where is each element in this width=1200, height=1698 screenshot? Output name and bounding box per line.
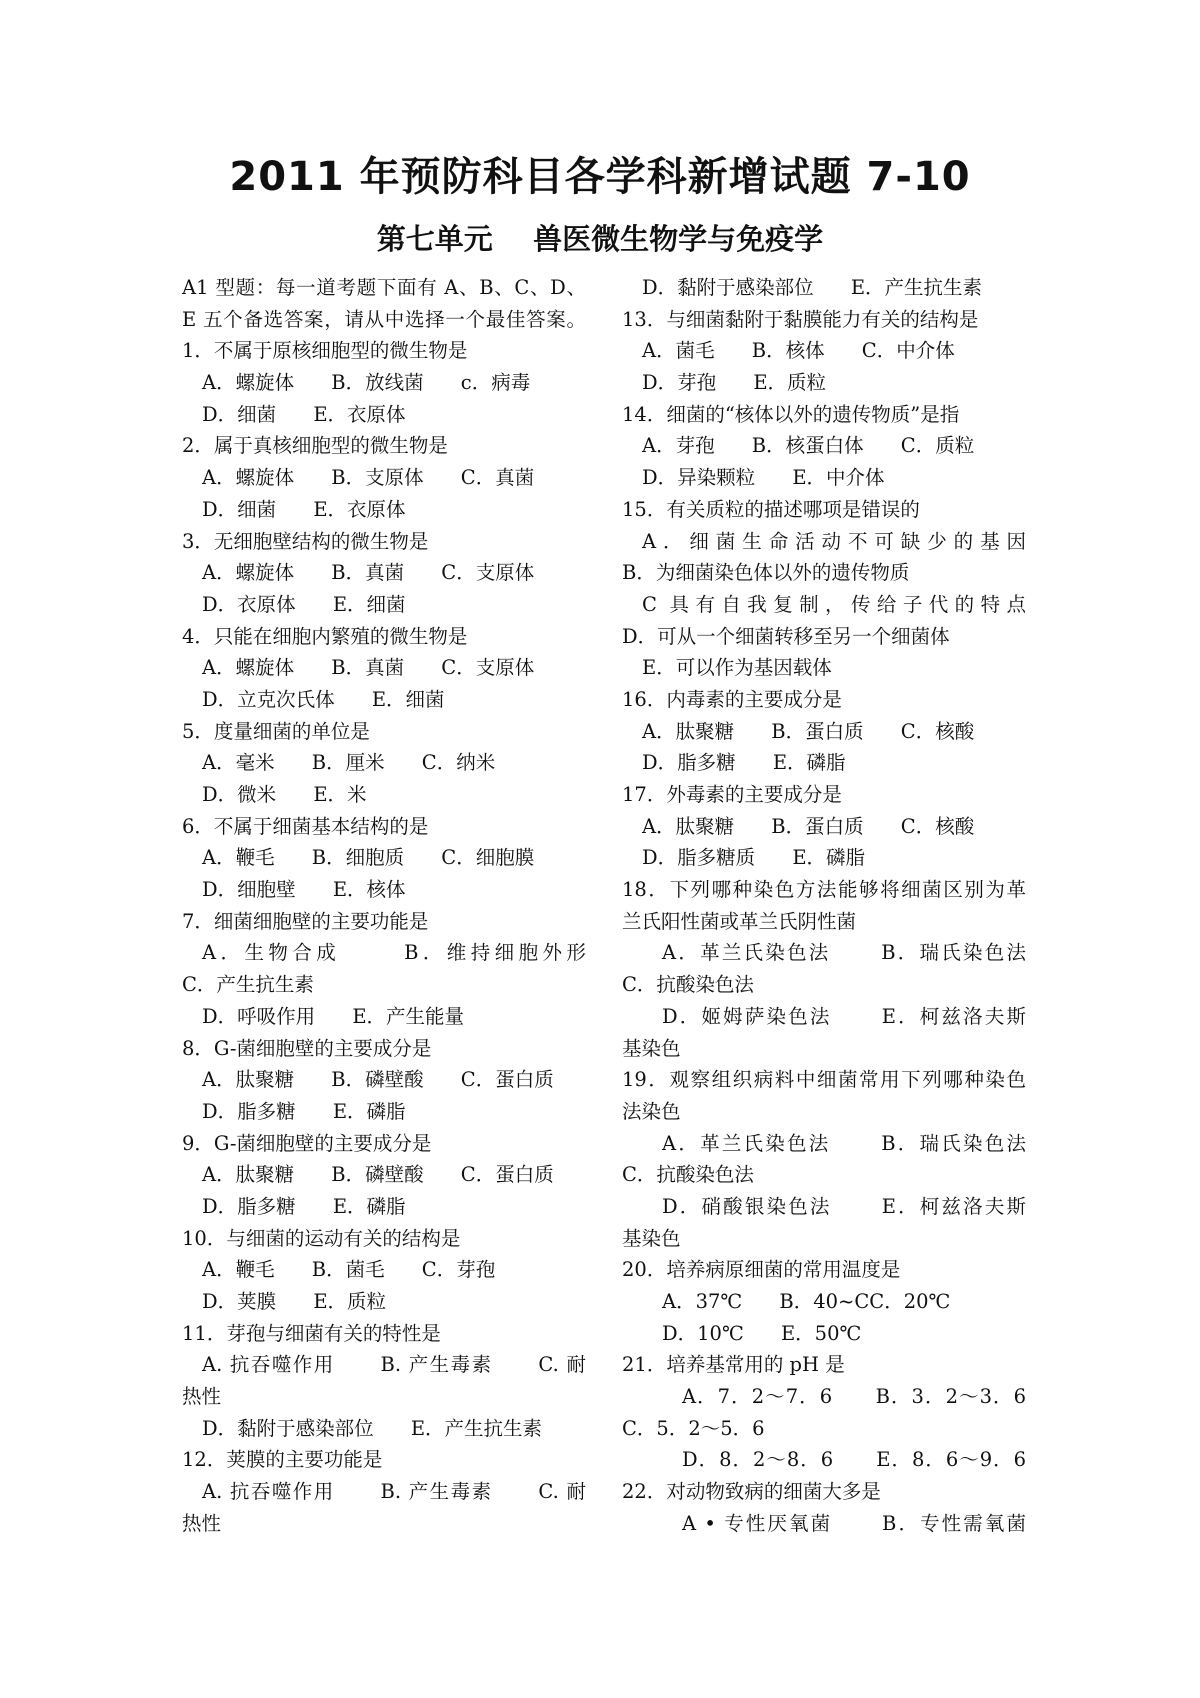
text-line: A．37℃ B．40~CC．20℃: [662, 1290, 951, 1313]
text-line: D．硝酸银染色法 E．柯兹洛夫斯: [662, 1194, 1026, 1218]
text-line: 18．下列哪种染色方法能够将细菌区别为革: [622, 878, 1026, 902]
text-line: 22．对动物致病的细菌大多是: [622, 1480, 881, 1504]
left-column: [182, 272, 586, 1540]
text-line: D．异染颗粒 E．中介体: [642, 466, 885, 490]
text-line: C 具有自我复制，传给子代的特点: [642, 592, 1026, 616]
text-line: C．抗酸染色法: [622, 973, 754, 997]
text-line: A．鞭毛 B．细胞质 C．细胞膜: [202, 846, 535, 870]
text-line: D．立克次氏体 E．细菌: [202, 687, 445, 711]
text-line: A．螺旋体 B．真菌 C．支原体: [202, 656, 535, 680]
text-line: 15．有关质粒的描述哪项是错误的: [622, 497, 920, 521]
text-line: 基染色: [622, 1226, 681, 1250]
text-line: A．肽聚糖 B．蛋白质 C．核酸: [642, 719, 975, 743]
text-line: D．姬姆萨染色法 E．柯兹洛夫斯: [662, 1004, 1026, 1028]
text-line: C．抗酸染色法: [622, 1163, 754, 1187]
text-line: 9．G-菌细胞壁的主要成分是: [182, 1131, 432, 1155]
text-line: D．脂多糖 E．磷脂: [202, 1099, 406, 1123]
text-line: A．螺旋体 B．放线菌 c．病毒: [202, 371, 531, 395]
text-line: 19．观察组织病料中细菌常用下列哪种染色: [622, 1068, 1026, 1092]
text-line: D．细菌 E．衣原体: [202, 497, 406, 521]
text-line: 8．G-菌细胞壁的主要成分是: [182, 1036, 432, 1060]
text-line: 兰氏阳性菌或革兰氏阴性菌: [622, 909, 857, 933]
text-line: D．荚膜 E．质粒: [202, 1290, 387, 1313]
text-line: B．为细菌染色体以外的遗传物质: [622, 561, 910, 585]
text-line: D．脂多糖 E．磷脂: [642, 751, 846, 775]
text-line: 20．培养病原细菌的常用温度是: [622, 1258, 901, 1282]
text-line: C．产生抗生素: [182, 973, 314, 997]
text-line: A．芽孢 B．核蛋白体 C．质粒: [642, 434, 975, 458]
text-line: D．10℃ E．50℃: [662, 1321, 862, 1345]
text-line: A．螺旋体 B．真菌 C．支原体: [202, 561, 535, 585]
text-line: A．7．2～7．6 B．3．2～3．6: [682, 1385, 1026, 1409]
text-line: A．毫米 B．厘米 C．纳米: [202, 751, 496, 775]
text-line: D．微米 E．米: [202, 783, 367, 806]
text-line: 14．细菌的“核体以外的遗传物质”是指: [622, 402, 960, 426]
text-line: A. 抗吞噬作用 B. 产生毒素 C. 耐: [202, 1353, 586, 1377]
text-line: A．革兰氏染色法 B．瑞氏染色法: [662, 1131, 1026, 1155]
text-line: 5．度量细菌的单位是: [182, 719, 370, 743]
text-line: 4．只能在细胞内繁殖的微生物是: [182, 624, 468, 648]
text-line: D．8．2～8．6 E．8．6～9．6: [682, 1448, 1026, 1472]
text-line: 基染色: [622, 1036, 681, 1060]
unit-heading: 第七单元 兽医微生物学与免疫学: [376, 222, 824, 256]
text-line: D．芽孢 E．质粒: [642, 371, 827, 395]
text-line: D．细菌 E．衣原体: [202, 402, 406, 426]
text-line: A．螺旋体 B．支原体 C．真菌: [202, 466, 535, 490]
text-line: 10．与细菌的运动有关的结构是: [182, 1226, 461, 1250]
text-line: A．生物合成 B．维持细胞外形: [202, 941, 586, 965]
right-column: [622, 272, 1026, 1540]
text-line: A．肽聚糖 B．磷壁酸 C．蛋白质: [202, 1068, 554, 1092]
text-line: A．菌毛 B．核体 C．中介体: [642, 339, 955, 363]
text-line: D．黏附于感染部位 E．产生抗生素: [642, 276, 983, 299]
text-line: D．呼吸作用 E．产生能量: [202, 1004, 465, 1028]
text-line: 1．不属于原核细胞型的微生物是: [182, 339, 468, 363]
text-line: D．可从一个细菌转移至另一个细菌体: [622, 624, 950, 648]
text-line: A．肽聚糖 B．蛋白质 C．核酸: [642, 814, 975, 838]
text-line: D．细胞壁 E．核体: [202, 878, 406, 902]
text-line: 7．细菌细胞壁的主要功能是: [182, 909, 429, 933]
text-line: A．细菌生命活动不可缺少的基因: [642, 529, 1026, 553]
text-line: D．衣原体 E．细菌: [202, 592, 406, 616]
text-line: A1 型题：每一道考题下面有 A、B、C、D、: [182, 276, 586, 299]
text-line: 2．属于真核细胞型的微生物是: [182, 434, 448, 458]
text-line: A • 专性厌氧菌 B．专性需氧菌: [682, 1511, 1026, 1535]
text-line: A．革兰氏染色法 B．瑞氏染色法: [662, 941, 1026, 965]
text-line: E．可以作为基因载体: [642, 656, 832, 680]
text-line: 12．荚膜的主要功能是: [182, 1448, 383, 1472]
text-line: D．脂多糖质 E．磷脂: [642, 846, 866, 870]
text-line: 21．培养基常用的 pH 是: [622, 1353, 845, 1377]
text-line: D．脂多糖 E．磷脂: [202, 1194, 406, 1218]
text-line: 热性: [182, 1385, 222, 1409]
text-line: 17．外毒素的主要成分是: [622, 783, 842, 806]
text-line: 16．内毒素的主要成分是: [622, 687, 842, 711]
text-line: 13．与细菌黏附于黏膜能力有关的结构是: [622, 307, 979, 331]
text-line: C．5．2～5．6: [622, 1416, 765, 1440]
document-title: 2011 年预防科目各学科新增试题 7-10: [229, 154, 971, 200]
text-line: 法染色: [622, 1099, 681, 1123]
text-line: A. 抗吞噬作用 B. 产生毒素 C. 耐: [202, 1480, 586, 1504]
text-line: E 五个备选答案，请从中选择一个最佳答案。: [182, 307, 586, 331]
text-line: A．鞭毛 B．菌毛 C．芽孢: [202, 1258, 496, 1282]
text-line: 3．无细胞壁结构的微生物是: [182, 529, 429, 553]
text-line: 热性: [182, 1511, 222, 1535]
text-line: A．肽聚糖 B．磷壁酸 C．蛋白质: [202, 1163, 554, 1187]
text-line: D．黏附于感染部位 E．产生抗生素: [202, 1416, 543, 1440]
text-line: 6．不属于细菌基本结构的是: [182, 814, 429, 838]
text-line: 11．芽孢与细菌有关的特性是: [182, 1321, 441, 1345]
